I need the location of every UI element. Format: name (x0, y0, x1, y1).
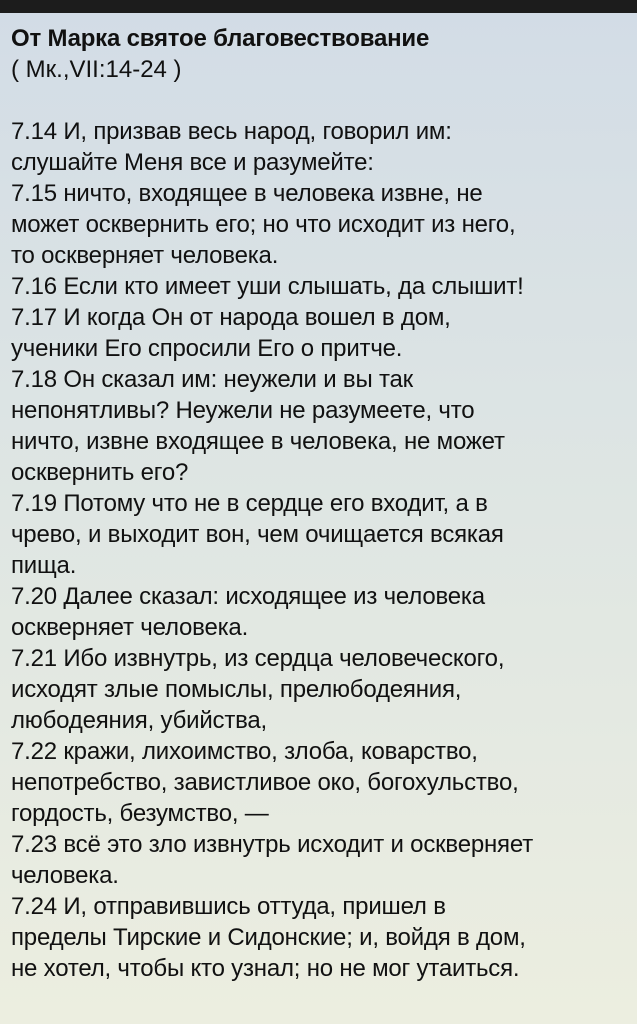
verse-line: пища. (11, 552, 77, 579)
verse-line: 7.17 И когда Он от народа вошел в дом, (11, 304, 451, 331)
verse-line: 7.24 И, отправившись оттуда, пришел в (11, 893, 446, 920)
verse-line: человека. (11, 862, 119, 889)
verse-line: гордость, безумство, — (11, 800, 269, 827)
scripture-reader[interactable] (11, 23, 631, 984)
verse-line: 7.16 Если кто имеет уши слышать, да слышит! (11, 273, 524, 300)
verse-line: 7.18 Он сказал им: неужели и вы так (11, 366, 413, 393)
verse-line: оскверняет человека. (11, 614, 249, 641)
spacer (11, 85, 631, 116)
verse-line: непонятливы? Неужели не разумеете, что (11, 397, 475, 424)
verse-line: не хотел, чтобы кто узнал; но не мог утаиться. (11, 955, 520, 982)
verse-line: 7.23 всё это зло извнутрь исходит и оскверняет (11, 831, 533, 858)
verse-text (11, 116, 631, 984)
verse-line: осквернить его? (11, 459, 189, 486)
verse-line: 7.15 ничто, входящее в человека извне, не (11, 180, 483, 207)
verse-line: любодеяния, убийства, (11, 707, 268, 734)
verse-line: 7.20 Далее сказал: исходящее из человека (11, 583, 485, 610)
verse-line: 7.14 И, призвав весь народ, говорил им: (11, 118, 452, 145)
verse-line: то оскверняет человека. (11, 242, 279, 269)
verse-line: может осквернить его; но что исходит из него, (11, 211, 516, 238)
book-title: От Марка святое благовествование (11, 25, 430, 52)
verse-line: непотребство, завистливое око, богохульство, (11, 769, 519, 796)
verse-line: 7.19 Потому что не в сердце его входит, а в (11, 490, 488, 517)
verse-line: ничто, извне входящее в человека, не может (11, 428, 505, 455)
verse-line: 7.22 кражи, лихоимство, злоба, коварство, (11, 738, 478, 765)
verse-line: пределы Тирские и Сидонские; и, войдя в дом, (11, 924, 526, 951)
status-bar (0, 0, 637, 13)
verse-line: исходят злые помыслы, прелюбодеяния, (11, 676, 462, 703)
verse-line: чрево, и выходит вон, чем очищается всякая (11, 521, 504, 548)
verse-line: 7.21 Ибо извнутрь, из сердца человеческого, (11, 645, 505, 672)
chapter-reference: ( Мк.,VII:14-24 ) (11, 56, 182, 83)
verse-line: ученики Его спросили Его о притче. (11, 335, 403, 362)
verse-line: слушайте Меня все и разумейте: (11, 149, 374, 176)
